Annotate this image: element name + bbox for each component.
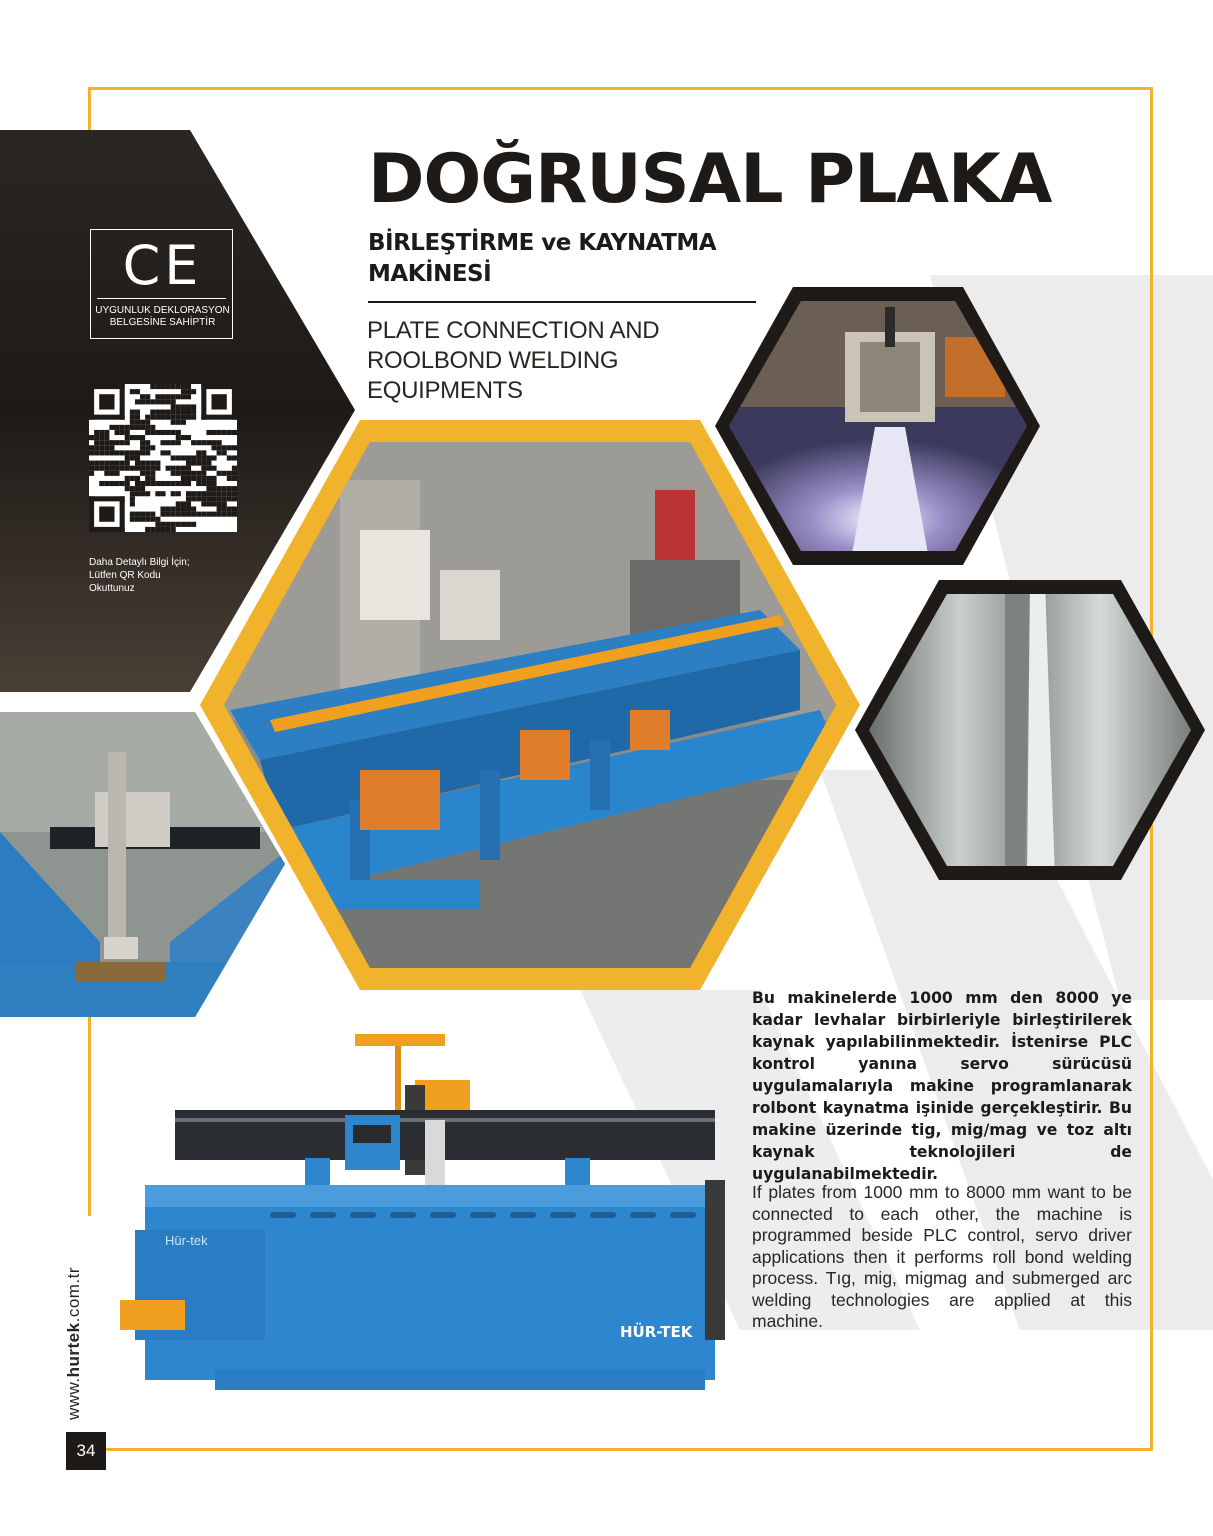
title-divider: [368, 301, 756, 303]
qr-instruction: Daha Detaylı Bilgi İçin; Lütfen QR Kodu Okuttunuz: [89, 557, 190, 594]
ce-mark: CE: [122, 234, 203, 297]
welding-torch-photo: [715, 287, 1040, 565]
page-title: DOĞRUSAL PLAKA: [368, 140, 1052, 219]
english-title: PLATE CONNECTION AND ROOLBOND WELDING EQUIPMENTS: [367, 317, 660, 404]
page-number-box: [66, 1432, 106, 1470]
clamp-detail-photo: [0, 712, 285, 1017]
website-link[interactable]: www.hurtek.com.tr: [64, 1266, 83, 1420]
page-subtitle: BİRLEŞTİRME ve KAYNATMA MAKİNESİ: [368, 230, 717, 287]
page-number: 34: [76, 1441, 96, 1460]
machine-side-brand: Hür-tek: [165, 1233, 208, 1248]
machine-illustration: [115, 1030, 725, 1410]
frame-left-line-lower: [88, 1016, 91, 1216]
ce-certificate-box: [90, 229, 233, 339]
ce-divider: [97, 298, 226, 299]
frame-bottom-line: [106, 1448, 1153, 1451]
weld-seam-photo: [855, 580, 1205, 880]
ce-caption: UYGUNLUK DEKLORASYON BELGESİNE SAHİPTİR: [95, 305, 230, 328]
description-english: If plates from 1000 mm to 8000 mm want to be connected to each other, the machine is programmed beside PLC control, servo driver applications then it performs roll bond welding process. Tıg, mig, migmag and submerged arc welding technologies are applied at this machine.: [752, 1182, 1132, 1331]
description-turkish: Bu makinelerde 1000 mm den 8000 ye kadar levhalar birbirleriyle birleştirilerek kaynak yapılabilinmektedir. İstenirse PLC kontrol yanına servo sürücüsü uygulamalarıyla makine programlanarak rolbont kaynatma işinide gerçekleştirir. Bu makine üzerinde tig, mig/mag ve toz altı kaynak teknolojileri de uygulanabilmektedir.: [752, 989, 1132, 1183]
machine-brand-label: HÜR-TEK: [620, 1323, 693, 1341]
